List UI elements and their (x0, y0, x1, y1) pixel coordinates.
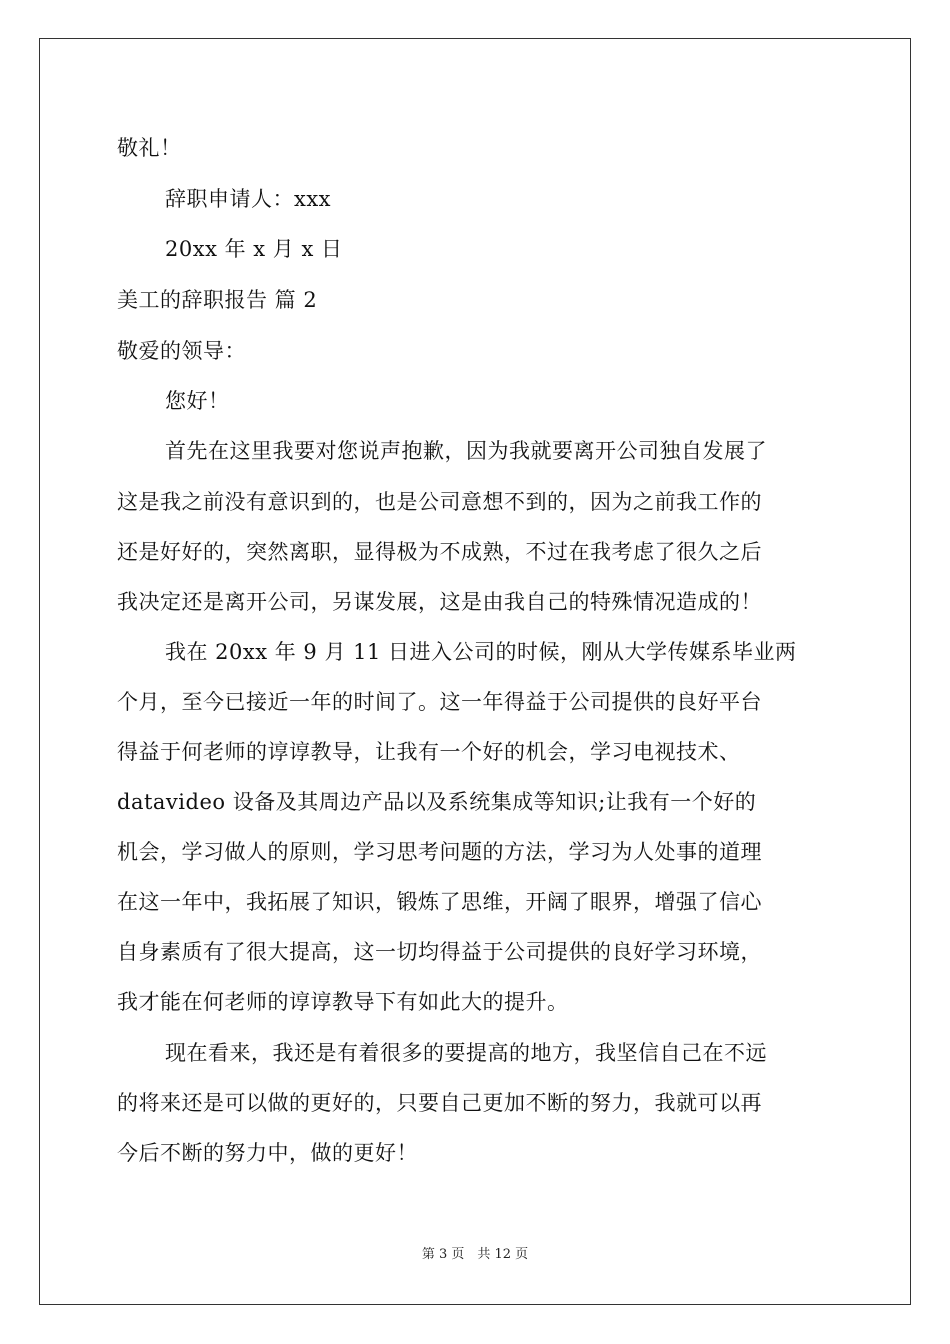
page-number-footer: 第 3 页 共 12 页 (421, 1247, 529, 1262)
paragraph-2-line: 在这一年中，我拓展了知识，锻炼了思维，开阔了眼界，增强了信心 (117, 890, 762, 914)
paragraph-2-line: 我才能在何老师的谆谆教导下有如此大的提升。 (117, 990, 569, 1014)
paragraph-1-line: 还是好好的，突然离职，显得极为不成熟，不过在我考虑了很久之后 (117, 540, 762, 564)
signature-applicant: 辞职申请人：xxx (165, 187, 332, 211)
paragraph-1-line: 这是我之前没有意识到的，也是公司意想不到的，因为之前我工作的 (117, 490, 762, 514)
section-title: 美工的辞职报告 篇 2 (117, 288, 318, 312)
paragraph-3-line: 现在看来，我还是有着很多的要提高的地方，我坚信自己在不远 (165, 1041, 767, 1065)
paragraph-2-line: 个月，至今已接近一年的时间了。这一年得益于公司提供的良好平台 (117, 690, 762, 714)
paragraph-3-line: 的将来还是可以做的更好的，只要自己更加不断的努力，我就可以再 (117, 1091, 762, 1115)
paragraph-2-line: 机会，学习做人的原则，学习思考问题的方法，学习为人处事的道理 (117, 840, 762, 864)
greeting-recipient: 敬爱的领导： (117, 339, 246, 363)
paragraph-3-line: 今后不断的努力中，做的更好！ (117, 1141, 418, 1165)
paragraph-1-line: 我决定还是离开公司，另谋发展，这是由我自己的特殊情况造成的！ (117, 590, 762, 614)
closing-salutation: 敬礼！ (117, 136, 182, 160)
signature-date: 20xx 年 x 月 x 日 (165, 237, 343, 261)
paragraph-2-line: 我在 20xx 年 9 月 11 日进入公司的时候，刚从大学传媒系毕业两 (165, 640, 797, 664)
greeting-hello: 您好！ (165, 389, 230, 413)
paragraph-2-line: datavideo 设备及其周边产品以及系统集成等知识;让我有一个好的 (117, 790, 757, 814)
paragraph-2-line: 自身素质有了很大提高，这一切均得益于公司提供的良好学习环境， (117, 940, 762, 964)
paragraph-2-line: 得益于何老师的谆谆教导，让我有一个好的机会，学习电视技术、 (117, 740, 741, 764)
paragraph-1-line: 首先在这里我要对您说声抱歉，因为我就要离开公司独自发展了 (165, 439, 767, 463)
